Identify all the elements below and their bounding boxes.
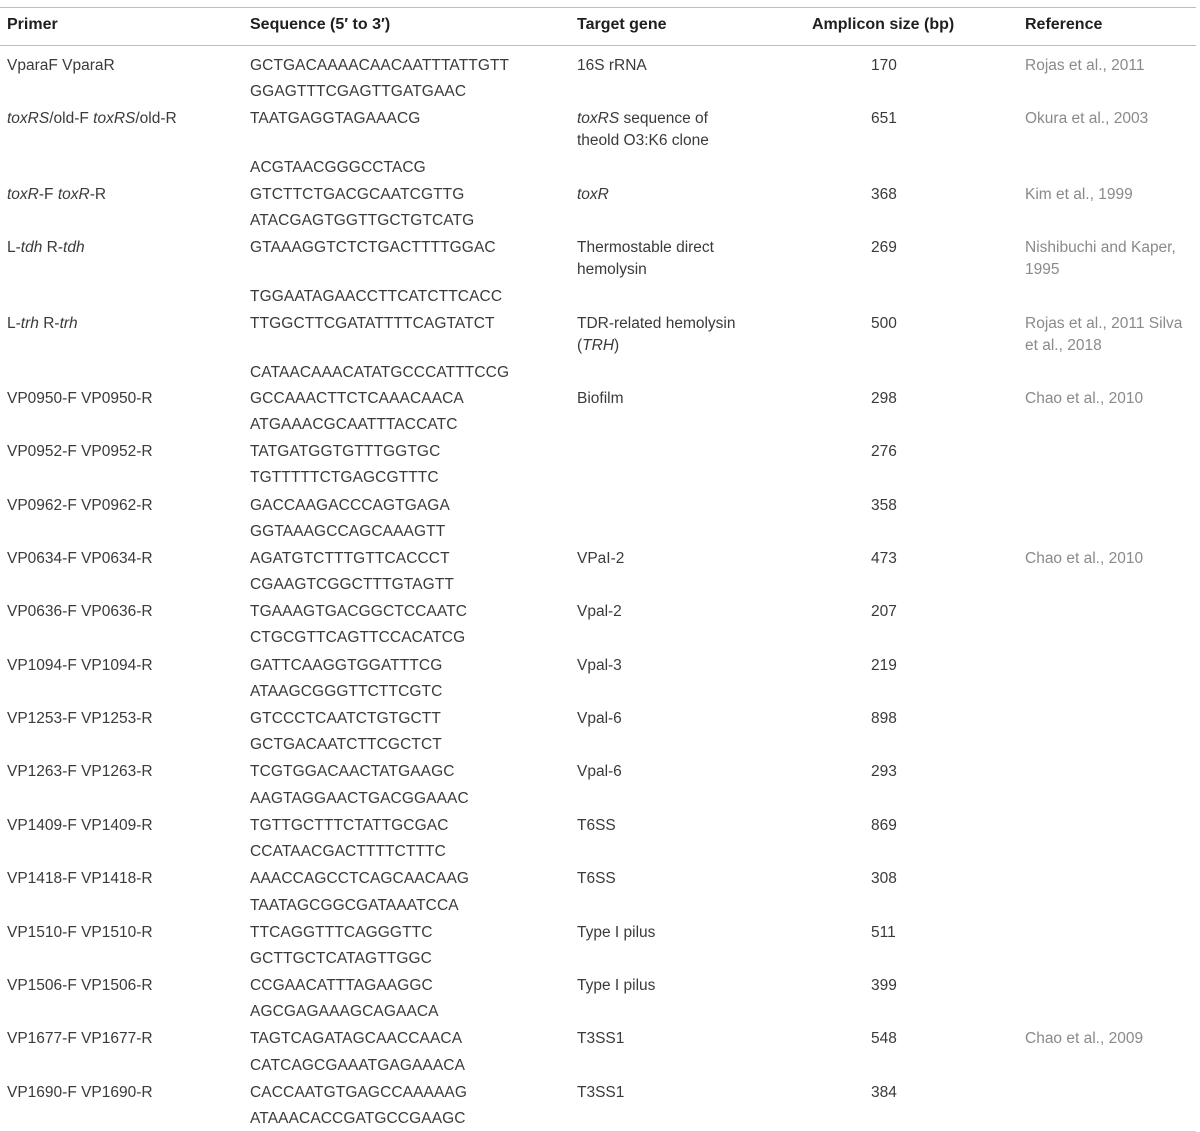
- primer-cell: VP1510-F VP1510-R: [7, 924, 153, 941]
- primer-cell: VP0952-F VP0952-R: [7, 443, 153, 460]
- primer-cell: VP0636-F VP0636-R: [7, 603, 153, 620]
- gene-italic: TRH: [582, 337, 615, 354]
- sequence-forward: TATGATGGTGTTTGGTGC: [250, 443, 441, 460]
- sequence-reverse: GCTTGCTCATAGTTGGC: [250, 950, 432, 967]
- amplicon-cell: 308: [871, 870, 897, 887]
- sequence-forward: AAACCAGCCTCAGCAACAAG: [250, 870, 470, 887]
- sequence-forward: TCGTGGACAACTATGAAGC: [250, 763, 455, 780]
- primer-gene-italic: toxRS: [93, 110, 136, 127]
- header-target-gene: Target gene: [577, 16, 667, 33]
- sequence-reverse: CCATAACGACTTTTCTTTC: [250, 843, 446, 860]
- sequence-reverse: GCTGACAATCTTCGCTCT: [250, 736, 442, 753]
- paren: (: [577, 337, 583, 354]
- primer-suffix: -R: [89, 186, 107, 203]
- amplicon-cell: 276: [871, 443, 897, 460]
- amplicon-cell: 548: [871, 1030, 897, 1047]
- primer-cell: VP0950-F VP0950-R: [7, 390, 153, 407]
- target-gene-cell: Vpal-3: [577, 657, 622, 674]
- amplicon-cell: 368: [871, 186, 897, 203]
- target-gene-cell: toxR: [577, 186, 609, 203]
- target-gene-cell: TDR-related hemolysin: [577, 315, 736, 332]
- header-amplicon-size: Amplicon size (bp): [812, 16, 955, 33]
- sequence-reverse: ACGTAACGGGCCTACG: [250, 159, 426, 176]
- amplicon-cell: 269: [871, 239, 897, 256]
- primer-cell: VP0962-F VP0962-R: [7, 497, 153, 514]
- sequence-reverse: CATCAGCGAAATGAGAAACA: [250, 1057, 466, 1074]
- primer-cell: VP1409-F VP1409-R: [7, 817, 153, 834]
- header-primer: Primer: [7, 16, 58, 33]
- sequence-forward: GTAAAGGTCTCTGACTTTTGGAC: [250, 239, 496, 256]
- table-header-rule: [0, 45, 1196, 46]
- sequence-forward: GCTGACAAAACAACAATTTATTGTT: [250, 57, 510, 74]
- reference-cell: Rojas et al., 2011: [1025, 57, 1145, 74]
- amplicon-cell: 651: [871, 110, 897, 127]
- amplicon-cell: 358: [871, 497, 897, 514]
- target-gene-cell: T3SS1: [577, 1030, 625, 1047]
- sequence-forward: TTGGCTTCGATATTTTCAGTATCT: [250, 315, 495, 332]
- sequence-reverse: CGAAGTCGGCTTTGTAGTT: [250, 576, 454, 593]
- sequence-forward: GTCTTCTGACGCAATCGTTG: [250, 186, 465, 203]
- primer-cell: VP1253-F VP1253-R: [7, 710, 153, 727]
- primer-prefix: R-: [42, 239, 64, 256]
- amplicon-cell: 473: [871, 550, 897, 567]
- sequence-forward: AGATGTCTTTGTTCACCCT: [250, 550, 450, 567]
- amplicon-cell: 293: [871, 763, 897, 780]
- primer-cell: VP1690-F VP1690-R: [7, 1084, 153, 1101]
- primer-cell: [7, 108, 177, 130]
- amplicon-cell: 298: [871, 390, 897, 407]
- amplicon-cell: 170: [871, 57, 897, 74]
- gene-text: sequence of: [619, 110, 708, 127]
- sequence-reverse: TGGAATAGAACCTTCATCTTCACC: [250, 288, 503, 305]
- reference-line2: 1995: [1025, 261, 1060, 278]
- primer-cell: VP1418-F VP1418-R: [7, 870, 153, 887]
- sequence-reverse: CTGCGTTCAGTTCCACATCG: [250, 629, 466, 646]
- header-reference: Reference: [1025, 16, 1103, 33]
- primer-cell: VP0634-F VP0634-R: [7, 550, 153, 567]
- primer-cell: [7, 184, 106, 206]
- target-gene-cell: T6SS: [577, 870, 616, 887]
- sequence-reverse: GGAGTTTCGAGTTGATGAAC: [250, 83, 467, 100]
- gene-italic: toxRS: [577, 110, 620, 127]
- table-top-rule: [0, 7, 1196, 8]
- target-gene-cell: T3SS1: [577, 1084, 625, 1101]
- primer-suffix: /old-F: [49, 110, 94, 127]
- primer-cell: [7, 313, 78, 335]
- primer-cell: [7, 237, 85, 259]
- target-gene-cell: Thermostable direct: [577, 239, 714, 256]
- reference-cell: Nishibuchi and Kaper,: [1025, 239, 1176, 256]
- target-gene-cell: Type I pilus: [577, 977, 656, 994]
- target-gene-line2: [577, 335, 619, 357]
- primer-gene-italic: tdh: [20, 239, 43, 256]
- sequence-forward: TAATGAGGTAGAAACG: [250, 110, 421, 127]
- paren: ): [614, 337, 620, 354]
- amplicon-cell: 898: [871, 710, 897, 727]
- primer-gene-italic: trh: [59, 315, 78, 332]
- amplicon-cell: 500: [871, 315, 897, 332]
- sequence-forward: GATTCAAGGTGGATTTCG: [250, 657, 443, 674]
- reference-cell: Chao et al., 2010: [1025, 550, 1144, 567]
- sequence-forward: CACCAATGTGAGCCAAAAAG: [250, 1084, 468, 1101]
- target-gene-cell: Vpal-6: [577, 763, 622, 780]
- reference-cell: Okura et al., 2003: [1025, 110, 1149, 127]
- target-gene-cell: Vpal-6: [577, 710, 622, 727]
- target-gene-line2: theold O3:K6 clone: [577, 132, 709, 149]
- primer-cell: VP1677-F VP1677-R: [7, 1030, 153, 1047]
- amplicon-cell: 399: [871, 977, 897, 994]
- sequence-reverse: ATAAGCGGGTTCTTCGTC: [250, 683, 443, 700]
- primer-prefix: L-: [7, 239, 21, 256]
- amplicon-cell: 511: [871, 924, 896, 941]
- primer-cell: VparaF VparaR: [7, 57, 115, 74]
- primer-gene-italic: tdh: [63, 239, 85, 256]
- sequence-reverse: ATGAAACGCAATTTACCATC: [250, 416, 458, 433]
- primer-cell: VP1263-F VP1263-R: [7, 763, 153, 780]
- primer-gene-italic: toxR: [7, 186, 39, 203]
- target-gene-cell: [577, 108, 708, 130]
- target-gene-cell: T6SS: [577, 817, 616, 834]
- sequence-forward: TAGTCAGATAGCAACCAACA: [250, 1030, 463, 1047]
- sequence-forward: TGTTGCTTTCTATTGCGAC: [250, 817, 449, 834]
- target-gene-cell: Biofilm: [577, 390, 624, 407]
- target-gene-cell: VPaI-2: [577, 550, 625, 567]
- primer-suffix: -F: [38, 186, 58, 203]
- target-gene-cell: Type I pilus: [577, 924, 656, 941]
- reference-cell: Chao et al., 2009: [1025, 1030, 1144, 1047]
- reference-cell: Rojas et al., 2011 Silva: [1025, 315, 1183, 332]
- target-gene-cell: Vpal-2: [577, 603, 622, 620]
- target-gene-cell: 16S rRNA: [577, 57, 647, 74]
- sequence-forward: GACCAAGACCCAGTGAGA: [250, 497, 450, 514]
- sequence-reverse: ATACGAGTGGTTGCTGTCATG: [250, 212, 475, 229]
- sequence-reverse: ATAAACACCGATGCCGAAGC: [250, 1110, 466, 1127]
- sequence-forward: CCGAACATTTAGAAGGC: [250, 977, 433, 994]
- primer-prefix: R-: [38, 315, 60, 332]
- sequence-forward: GTCCCTCAATCTGTGCTT: [250, 710, 441, 727]
- sequence-forward: TTCAGGTTTCAGGGTTC: [250, 924, 433, 941]
- sequence-reverse: AAGTAGGAACTGACGGAAAC: [250, 790, 469, 807]
- amplicon-cell: 869: [871, 817, 897, 834]
- amplicon-cell: 219: [871, 657, 897, 674]
- primer-suffix: /old-R: [135, 110, 177, 127]
- reference-cell: Kim et al., 1999: [1025, 186, 1133, 203]
- primer-gene-italic: toxR: [57, 186, 90, 203]
- amplicon-cell: 384: [871, 1084, 897, 1101]
- sequence-reverse: GGTAAAGCCAGCAAAGTT: [250, 523, 446, 540]
- primer-cell: VP1094-F VP1094-R: [7, 657, 153, 674]
- sequence-reverse: CATAACAAACATATGCCCATTTCCG: [250, 364, 510, 381]
- primer-gene-italic: trh: [20, 315, 39, 332]
- primer-gene-italic: toxRS: [7, 110, 50, 127]
- sequence-reverse: TAATAGCGGCGATAAATCCA: [250, 897, 459, 914]
- reference-cell: Chao et al., 2010: [1025, 390, 1144, 407]
- primer-cell: VP1506-F VP1506-R: [7, 977, 153, 994]
- amplicon-cell: 207: [871, 603, 897, 620]
- primer-prefix: L-: [7, 315, 21, 332]
- sequence-reverse: AGCGAGAAAGCAGAACA: [250, 1003, 439, 1020]
- reference-line2: et al., 2018: [1025, 337, 1102, 354]
- sequence-forward: GCCAAACTTCTCAAACAACA: [250, 390, 464, 407]
- sequence-reverse: TGTTTTTCTGAGCGTTTC: [250, 469, 439, 486]
- header-sequence: Sequence (5′ to 3′): [250, 16, 391, 33]
- sequence-forward: TGAAAGTGACGGCTCCAATC: [250, 603, 468, 620]
- target-gene-line2: hemolysin: [577, 261, 647, 278]
